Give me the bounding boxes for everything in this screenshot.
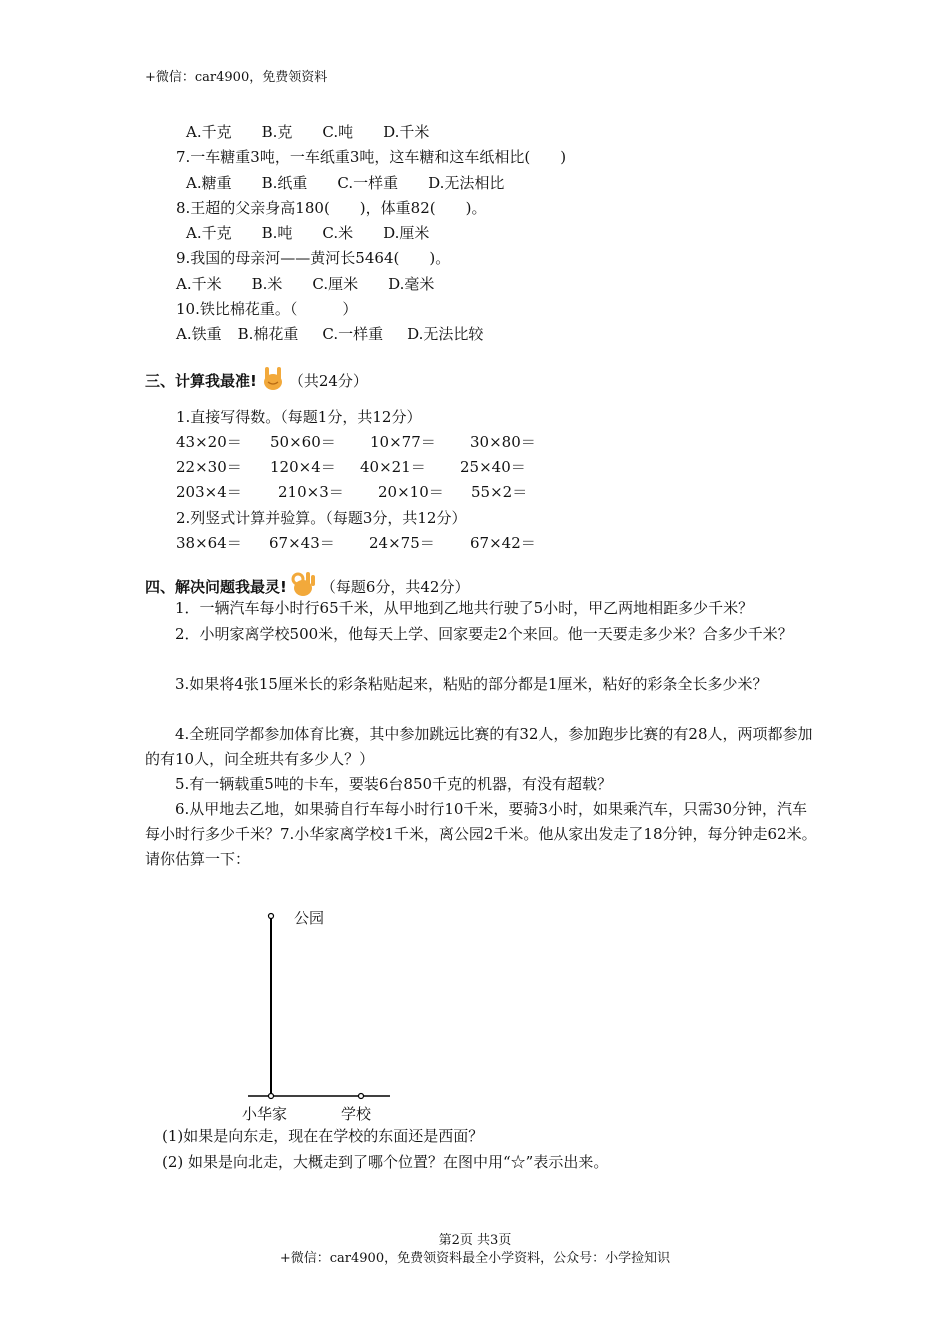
calc-item: 30×80＝ (470, 433, 536, 451)
q10-option-d: D.无法比较 (407, 325, 484, 343)
q9-question: 9.我国的母亲河——黄河长5464( )。 (176, 249, 451, 267)
q9-option-d: D.毫米 (388, 275, 435, 293)
calc-item: 43×20＝ (176, 433, 242, 451)
q7-option-c: C.一样重 (337, 174, 399, 192)
section3-part1-title: 1.直接写得数。（每题1分，共12分） (176, 408, 422, 426)
calc-item: 203×4＝ (176, 483, 242, 501)
calc-item: 120×4＝ (270, 458, 336, 476)
section3-score: （共24分） (288, 372, 368, 390)
calc-item: 50×60＝ (270, 433, 336, 451)
q8-option-d: D.厘米 (383, 224, 430, 242)
q9-option-a: A.千米 (176, 275, 222, 293)
page-number: 第2页 共3页 (438, 1233, 512, 1248)
section4-title: 四、解决问题我最灵! (145, 578, 287, 596)
q6-options (186, 121, 459, 143)
q8-option-c: C.米 (322, 224, 354, 242)
section3-part2-title: 2.列竖式计算并验算。（每题3分，共12分） (176, 509, 467, 527)
section4-score: （每题6分，共42分） (320, 578, 470, 596)
q10-option-c: C.一样重 (322, 325, 384, 343)
calc-item: 40×21＝ (360, 458, 426, 476)
calc-item: 24×75＝ (369, 534, 435, 552)
calc-row-1 (176, 431, 568, 453)
calc-item: 67×43＝ (269, 534, 335, 552)
calc-item: 10×77＝ (370, 433, 436, 451)
calc-item: 38×64＝ (176, 534, 242, 552)
sub-question-2: (2) 如果是向北走，大概走到了哪个位置？在图中用“☆”表示出来。 (162, 1153, 609, 1171)
rock-hand-icon (259, 364, 287, 396)
q8-question: 8.王超的父亲身高180( )，体重82( )。 (176, 199, 487, 217)
q8-options (186, 222, 459, 244)
q10-options (176, 323, 513, 345)
calc-row-2 (176, 456, 558, 478)
problem-1: 1．一辆汽车每小时行65千米，从甲地到乙地共行驶了5小时，甲乙两地相距多少千米？ (175, 599, 754, 617)
problem-4: 4.全班同学都参加体育比赛，其中参加跳远比赛的有32人，参加跑步比赛的有28人，两项都参加的有10人，问全班共有多少人？） (145, 725, 813, 768)
section3-title: 三、计算我最准! (145, 372, 257, 390)
q9-options (176, 273, 464, 295)
home-label: 小华家 (242, 1105, 288, 1123)
calc-item: 67×42＝ (470, 534, 536, 552)
q7-option-b: B.纸重 (261, 174, 308, 192)
q8-option-a: A.千克 (186, 224, 232, 242)
q9-option-c: C.厘米 (312, 275, 359, 293)
calc-item: 210×3＝ (278, 483, 344, 501)
q8-option-b: B.吨 (261, 224, 293, 242)
q7-question: 7.一车糖重3吨，一车纸重3吨，这车糖和这车纸相比( ) (176, 148, 567, 166)
calc-item: 22×30＝ (176, 458, 242, 476)
q10-option-a: A.铁重 (176, 325, 222, 343)
q6-option-c: C.吨 (322, 123, 354, 141)
problem-6: 6.从甲地去乙地，如果骑自行车每小时行10千米，要骑3小时，如果乘汽车，只需30分钟，汽车每小时行多少千米？7.小华家离学校1千米，离公园2千米。他从家出发走了18分钟，每分钟走62米。请你估算一下： (145, 800, 817, 868)
q10-option-b: B.棉花重 (237, 325, 299, 343)
q6-option-b: B.克 (261, 123, 293, 141)
problem-3: 3.如果将4张15厘米长的彩条粘贴起来，粘贴的部分都是1厘米，粘好的彩条全长多少米？ (175, 675, 768, 693)
q10-question: 10.铁比棉花重。（ ） (176, 300, 358, 318)
calc-item: 25×40＝ (460, 458, 526, 476)
problem-5: 5.有一辆载重5吨的卡车，要装6台850千克的机器，有没有超载？ (175, 775, 613, 793)
school-label: 学校 (341, 1105, 372, 1123)
q7-option-d: D.无法相比 (428, 174, 505, 192)
q7-options (186, 172, 534, 194)
calc-item: 20×10＝ (378, 483, 444, 501)
footer-note: +微信：car4900，免费领资料最全小学资料，公众号：小学捡知识 (279, 1251, 671, 1266)
calc-row-3 (176, 481, 569, 503)
q6-option-d: D.千米 (383, 123, 430, 141)
park-point (269, 914, 274, 919)
header-note: +微信：car4900，免费领资料 (145, 70, 328, 85)
q6-option-a: A.千克 (186, 123, 232, 141)
home-point (269, 1094, 274, 1099)
q9-option-b: B.米 (251, 275, 283, 293)
q7-option-a: A.糖重 (186, 174, 232, 192)
sub-question-1: (1)如果是向东走，现在在学校的东面还是西面？ (162, 1127, 484, 1145)
calc-row-4 (176, 532, 568, 554)
problem-2: 2．小明家离学校500米，他每天上学、回家要走2个来回。他一天要走多少米？合多少千米？ (175, 625, 793, 643)
park-label: 公园 (294, 909, 325, 927)
school-point (359, 1094, 364, 1099)
section3-heading (145, 364, 368, 396)
calc-item: 55×2＝ (471, 483, 528, 501)
route-diagram (240, 900, 400, 1110)
